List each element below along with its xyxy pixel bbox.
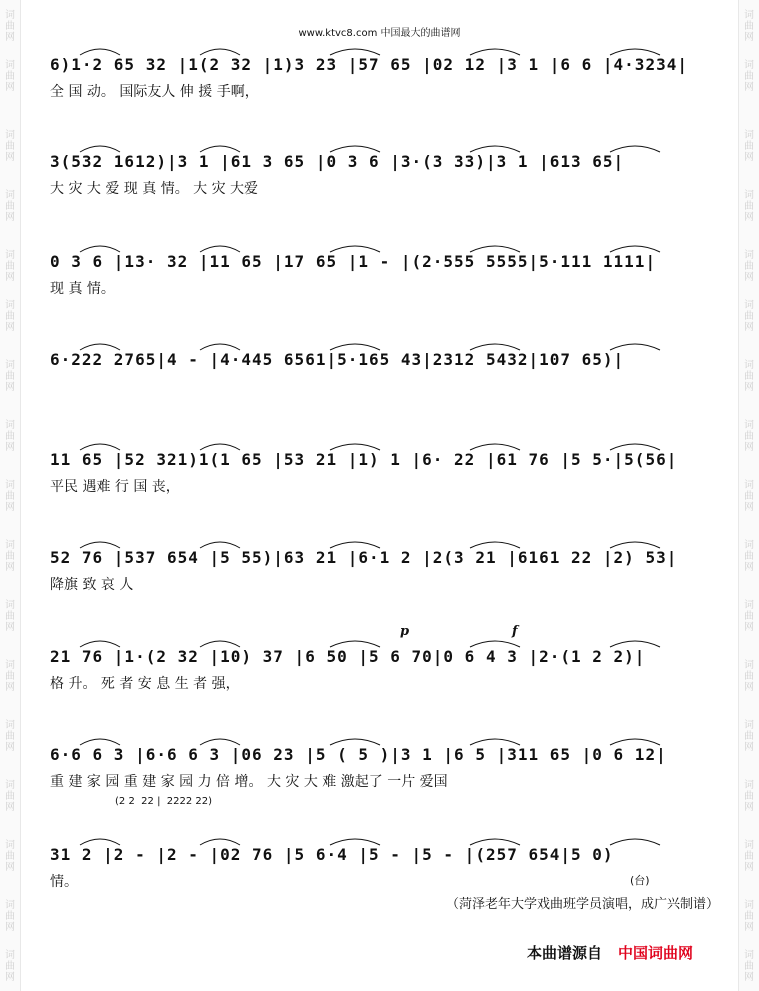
watermark-left-10: 词 曲 网 [5, 600, 15, 633]
watermark-left-11: 词 曲 网 [5, 660, 15, 693]
watermark-left-14: 词 曲 网 [5, 840, 15, 873]
watermark-right-16: 词 曲 网 [744, 950, 754, 983]
site-header: www.ktvc8.com 中国最大的曲谱网 [298, 28, 461, 39]
watermark-left-2: 词 曲 网 [5, 130, 15, 163]
watermark-right-9: 词 曲 网 [744, 540, 754, 573]
watermark-right-12: 词 曲 网 [744, 720, 754, 753]
slur-marks [50, 140, 710, 154]
under-last-note: (台) [630, 874, 650, 887]
dynamic-f: f [512, 624, 518, 639]
slur-marks [50, 536, 710, 550]
lyrics-line: 降旗 致 哀 人 [50, 577, 134, 593]
watermark-left-8: 词 曲 网 [5, 480, 15, 513]
watermark-right-3: 词 曲 网 [744, 190, 754, 223]
lyrics-line: 大 灾 大 爱 现 真 情。 大 灾 大爱 [50, 181, 259, 197]
watermark-right-1: 词 曲 网 [744, 60, 754, 93]
watermark-left-3: 词 曲 网 [5, 190, 15, 223]
watermark-right-15: 词 曲 网 [744, 900, 754, 933]
watermark-right-2: 词 曲 网 [744, 130, 754, 163]
notes-line: 52 76 |537 654 |5 55)|63 21 |6·1 2 |2(3 21 |6161 22 |2) 53| [50, 548, 678, 567]
lyrics-line: 格 升。 死 者 安 息 生 者 强， [50, 676, 240, 692]
lyrics-line: 全 国 动。 国际友人 伸 援 手啊， [50, 84, 259, 100]
notes-line: 31 2 |2 - |2 - |02 76 |5 6·4 |5 - |5 - |(257 654|5 0) [50, 845, 614, 864]
source-site: 中国词曲网 [618, 944, 694, 962]
notes-line: 6)1·2 65 32 |1(2 32 |1)3 23 |57 65 |02 12 |3 1 |6 6 |4·3234| [50, 55, 688, 74]
notes-line: 11 65 |52 321)1(1 65 |53 21 |1) 1 |6· 22 |61 76 |5 5·|5(56| [50, 450, 678, 469]
watermark-right-7: 词 曲 网 [744, 420, 754, 453]
watermark-right-6: 词 曲 网 [744, 360, 754, 393]
watermark-right-11: 词 曲 网 [744, 660, 754, 693]
lyrics-line: 平民 遇难 行 国 丧， [50, 479, 180, 495]
slur-marks [50, 833, 710, 847]
slur-marks [50, 240, 710, 254]
slur-marks [50, 338, 710, 352]
watermark-left-1: 词 曲 网 [5, 60, 15, 93]
accompaniment-note: (2 2 22 | 2222 22) [115, 796, 213, 807]
watermark-right-10: 词 曲 网 [744, 600, 754, 633]
watermark-left-5: 词 曲 网 [5, 300, 15, 333]
lyrics-line: 重 建 家 园 重 建 家 园 力 倍 增。 大 灾 大 难 激起了 一片 爱国 [50, 774, 448, 790]
watermark-left-13: 词 曲 网 [5, 780, 15, 813]
watermark-right-14: 词 曲 网 [744, 840, 754, 873]
credit-line: （菏泽老年大学戏曲班学员演唱，成广兴制谱） [445, 897, 719, 912]
notes-line: 6·222 2765|4 - |4·445 6561|5·165 43|2312 5432|107 65)| [50, 350, 625, 369]
notes-line: 6·6 6 3 |6·6 6 3 |06 23 |5 ( 5 )|3 1 |6 5 |311 65 |0 6 12| [50, 745, 667, 764]
slur-marks [50, 635, 710, 649]
watermark-left-16: 词 曲 网 [5, 950, 15, 983]
watermark-left-12: 词 曲 网 [5, 720, 15, 753]
lyrics-line: 现 真 情。 [50, 281, 115, 297]
watermark-right-13: 词 曲 网 [744, 780, 754, 813]
dynamic-p: p [400, 624, 410, 639]
watermark-left-7: 词 曲 网 [5, 420, 15, 453]
source-line [527, 942, 693, 963]
watermark-left-9: 词 曲 网 [5, 540, 15, 573]
slur-marks [50, 438, 710, 452]
watermark-left-0: 词 曲 网 [5, 10, 15, 43]
watermark-right-5: 词 曲 网 [744, 300, 754, 333]
source-label: 本曲谱源自 [527, 944, 603, 962]
watermark-left-6: 词 曲 网 [5, 360, 15, 393]
slur-marks [50, 43, 710, 57]
slur-marks [50, 733, 710, 747]
notes-line: 21 76 |1·(2 32 |10) 37 |6 50 |5 6 70|0 6 4 3 |2·(1 2 2)| [50, 647, 646, 666]
lyrics-line: 情。 [50, 874, 78, 890]
watermark-right-0: 词 曲 网 [744, 10, 754, 43]
watermark-right-4: 词 曲 网 [744, 250, 754, 283]
watermark-left-4: 词 曲 网 [5, 250, 15, 283]
watermark-left-15: 词 曲 网 [5, 900, 15, 933]
watermark-right-8: 词 曲 网 [744, 480, 754, 513]
notes-line: 0 3 6 |13· 32 |11 65 |17 65 |1 - |(2·555 5555|5·111 1111| [50, 252, 657, 271]
notes-line: 3(532 1612)|3 1 |61 3 65 |0 3 6 |3·(3 33)|3 1 |613 65| [50, 152, 625, 171]
